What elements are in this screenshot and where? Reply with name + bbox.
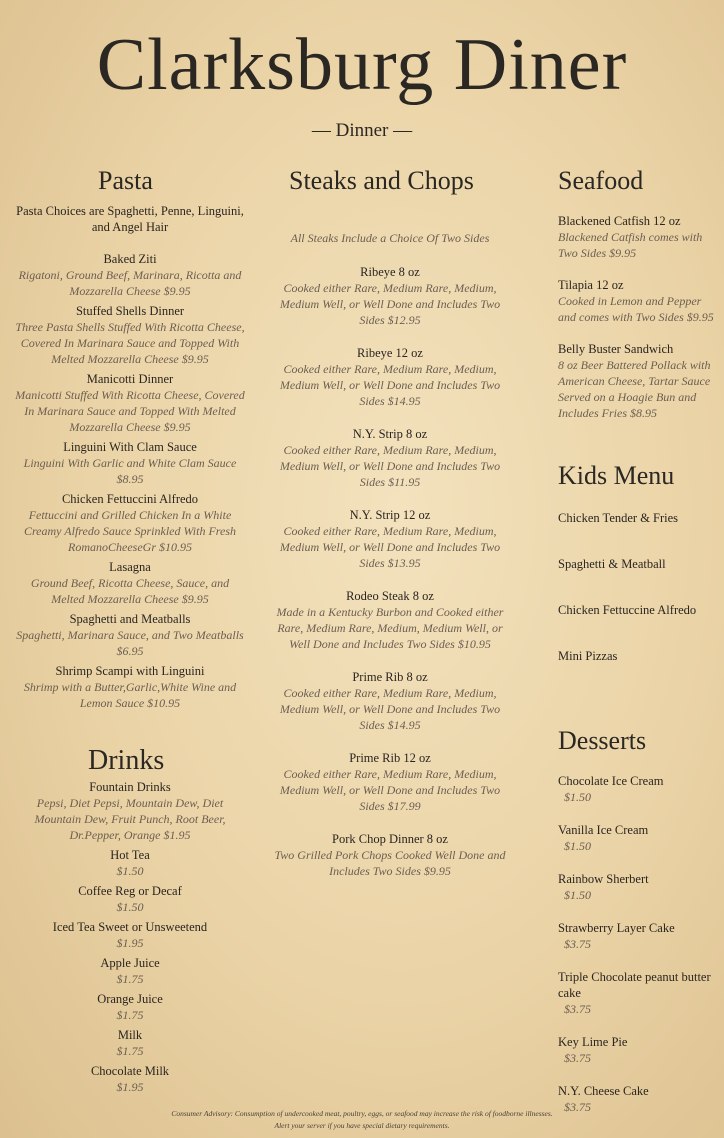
menu-subtitle: — Dinner —	[311, 120, 413, 141]
dessert-price: $1.50	[564, 839, 591, 853]
item-name: Tilapia 12 oz	[558, 278, 624, 292]
item-name: Linguini With Clam Sauce	[63, 440, 197, 454]
advisory-line-2: Alert your server if you have special dietary requirements.	[274, 1121, 450, 1130]
item-name: Pork Chop Dinner 8 oz	[332, 832, 448, 846]
item-name: Blackened Catfish 12 oz	[558, 214, 681, 228]
item-description: Blackened Catfish comes with Two Sides $9.95	[558, 230, 703, 260]
item-description: Two Grilled Pork Chops Cooked Well Done and Includes Two Sides $9.95	[274, 848, 506, 878]
seafood-section	[558, 213, 718, 437]
menu-item	[558, 277, 718, 325]
pasta-intro: Pasta Choices are Spaghetti, Penne, Linguini, and Angel Hair	[16, 204, 244, 234]
seafood-list	[558, 213, 718, 421]
drink-name: Iced Tea Sweet or Unsweetend	[52, 920, 208, 934]
item-description: Rigatoni, Ground Beef, Marinara, Ricotta and Mozzarella Cheese $9.95	[18, 268, 242, 298]
drinks-section	[14, 779, 246, 1099]
item-name: N.Y. Strip 8 oz	[352, 427, 428, 441]
item-description: Three Pasta Shells Stuffed With Ricotta Cheese, Covered In Marinara Sauce and Topped With Melted Mozzarella Cheese $9.95	[15, 320, 245, 366]
dessert-name: Strawberry Layer Cake	[558, 921, 675, 935]
menu-item	[272, 264, 508, 328]
dessert-name: Vanilla Ice Cream	[558, 823, 649, 837]
consumer-advisory	[0, 1108, 724, 1132]
drink-item	[14, 1027, 246, 1059]
steaks-section	[272, 230, 508, 896]
menu-item	[14, 491, 246, 555]
drink-price: $1.95	[116, 936, 144, 950]
steaks-intro: All Steaks Include a Choice Of Two Sides	[290, 231, 490, 245]
drink-price: $1.50	[116, 900, 144, 914]
menu-item	[558, 213, 718, 261]
drink-name: Orange Juice	[97, 992, 163, 1006]
drink-price: $1.50	[116, 864, 144, 878]
drink-price: Pepsi, Diet Pepsi, Mountain Dew, Diet Mountain Dew, Fruit Punch, Root Beer, Dr.Pepper, Orange $1.95	[34, 796, 226, 842]
dessert-name: Triple Chocolate peanut butter cake	[558, 970, 711, 1000]
pasta-section	[14, 203, 246, 715]
item-name: Manicotti Dinner	[86, 372, 174, 386]
item-description: Cooked either Rare, Medium Rare, Medium, Medium Well, or Well Done and Includes Two Sides $11.95	[279, 443, 501, 489]
item-description: Ground Beef, Ricotta Cheese, Sauce, and Melted Mozzarella Cheese $9.95	[30, 576, 230, 606]
item-description: Cooked either Rare, Medium Rare, Medium, Medium Well, or Well Done and Includes Two Sides $14.95	[279, 362, 501, 408]
desserts-heading: Desserts	[558, 726, 647, 755]
item-name: Chicken Fettuccini Alfredo	[61, 492, 199, 506]
desserts-section	[558, 773, 718, 1132]
item-name: Rodeo Steak 8 oz	[346, 589, 434, 603]
menu-item	[14, 439, 246, 487]
item-name: Baked Ziti	[103, 252, 157, 266]
item-name: N.Y. Strip 12 oz	[349, 508, 431, 522]
item-description: Cooked either Rare, Medium Rare, Medium, Medium Well, or Well Done and Includes Two Sides $12.95	[279, 281, 501, 327]
menu-item	[14, 371, 246, 435]
pasta-list	[14, 251, 246, 711]
menu-item	[272, 345, 508, 409]
item-name: Shrimp Scampi with Linguini	[55, 664, 205, 678]
dessert-name: Key Lime Pie	[558, 1035, 628, 1049]
kids-heading: Kids Menu	[558, 461, 675, 490]
drinks-list	[14, 779, 246, 1095]
menu-item	[272, 588, 508, 652]
menu-item	[558, 341, 718, 421]
kids-item: Spaghetti & Meatball	[558, 557, 666, 571]
item-description: Manicotti Stuffed With Ricotta Cheese, Covered In Marinara Sauce and Topped With Melted Mozzarella Cheese $9.95	[15, 388, 245, 434]
drink-price: $1.75	[116, 1008, 144, 1022]
kids-item: Chicken Tender & Fries	[558, 511, 679, 525]
drink-price: $1.75	[116, 972, 144, 986]
kids-list	[558, 510, 718, 664]
menu-title: Clarksburg Diner	[96, 24, 628, 106]
dessert-item	[558, 871, 718, 903]
dessert-price: $3.75	[564, 937, 591, 951]
item-description: 8 oz Beer Battered Pollack with American Cheese, Tartar Sauce Served on a Hoagie Bun and Includes Fries $8.95	[558, 358, 711, 420]
drink-item	[14, 919, 246, 951]
drink-name: Apple Juice	[100, 956, 160, 970]
menu-item	[272, 507, 508, 571]
item-name: Prime Rib 12 oz	[349, 751, 431, 765]
item-name: Ribeye 12 oz	[357, 346, 423, 360]
menu-item	[14, 663, 246, 711]
menu-item	[14, 303, 246, 367]
dessert-name: Chocolate Ice Cream	[558, 774, 664, 788]
menu-item	[272, 669, 508, 733]
dessert-price: $3.75	[564, 1100, 591, 1114]
kids-item: Chicken Fettuccine Alfredo	[558, 603, 697, 617]
dessert-item	[558, 920, 718, 952]
dessert-item	[558, 773, 718, 805]
menu-item	[272, 831, 508, 879]
item-description: Cooked either Rare, Medium Rare, Medium, Medium Well, or Well Done and Includes Two Sides $13.95	[279, 524, 501, 570]
drink-item	[14, 955, 246, 987]
drink-name: Milk	[117, 1028, 143, 1042]
item-description: Fettuccini and Grilled Chicken In a White Creamy Alfredo Sauce Sprinkled With Fresh RomanoCheeseGr $10.95	[23, 508, 237, 554]
drink-name: Hot Tea	[110, 848, 150, 862]
dessert-item	[558, 822, 718, 854]
item-name: Spaghetti and Meatballs	[69, 612, 191, 626]
dessert-item	[558, 969, 718, 1017]
item-description: Linguini With Garlic and White Clam Sauce $8.95	[23, 456, 237, 486]
dessert-item	[558, 1034, 718, 1066]
drink-item	[14, 883, 246, 915]
menu-item	[14, 559, 246, 607]
dessert-price: $1.50	[564, 888, 591, 902]
item-description: Cooked either Rare, Medium Rare, Medium, Medium Well, or Well Done and Includes Two Sides $17.99	[279, 767, 501, 813]
menu-item	[272, 750, 508, 814]
desserts-list	[558, 773, 718, 1115]
drink-name: Chocolate Milk	[90, 1064, 170, 1078]
drink-price: $1.95	[116, 1080, 144, 1094]
steaks-heading: Steaks and Chops	[289, 166, 474, 195]
kids-section	[558, 510, 718, 694]
item-name: Stuffed Shells Dinner	[75, 304, 185, 318]
drinks-heading: Drinks	[88, 745, 165, 776]
advisory-line-1: Consumer Advisory: Consumption of undercooked meat, poultry, eggs, or seafood may increase the risk of foodborne illnesses.	[171, 1109, 553, 1118]
item-description: Made in a Kentucky Burbon and Cooked either Rare, Medium Rare, Medium, Medium Well, or Well Done and Includes Two Sides $10.95	[276, 605, 504, 651]
drink-item	[14, 991, 246, 1023]
kids-item: Mini Pizzas	[558, 649, 618, 663]
item-name: Lasagna	[109, 560, 151, 574]
item-description: Cooked in Lemon and Pepper and comes with Two Sides $9.95	[558, 294, 714, 324]
menu-item	[14, 611, 246, 659]
dessert-name: Rainbow Sherbert	[558, 872, 649, 886]
drink-name: Fountain Drinks	[89, 780, 171, 794]
dessert-name: N.Y. Cheese Cake	[558, 1084, 649, 1098]
item-name: Prime Rib 8 oz	[352, 670, 428, 684]
dessert-price: $1.50	[564, 790, 591, 804]
drink-name: Coffee Reg or Decaf	[78, 884, 182, 898]
drink-price: $1.75	[116, 1044, 144, 1058]
drink-item	[14, 1063, 246, 1095]
steaks-list	[272, 264, 508, 879]
dessert-price: $3.75	[564, 1051, 591, 1065]
drink-item	[14, 847, 246, 879]
drink-item	[14, 779, 246, 843]
pasta-heading: Pasta	[98, 166, 153, 195]
dessert-price: $3.75	[564, 1002, 591, 1016]
item-description: Spaghetti, Marinara Sauce, and Two Meatballs $6.95	[16, 628, 244, 658]
menu-item	[272, 426, 508, 490]
menu-item	[14, 251, 246, 299]
item-description: Cooked either Rare, Medium Rare, Medium, Medium Well, or Well Done and Includes Two Sides $14.95	[279, 686, 501, 732]
item-name: Ribeye 8 oz	[360, 265, 420, 279]
seafood-heading: Seafood	[558, 166, 644, 195]
item-description: Shrimp with a Butter,Garlic,White Wine and Lemon Sauce $10.95	[23, 680, 237, 710]
item-name: Belly Buster Sandwich	[558, 342, 674, 356]
